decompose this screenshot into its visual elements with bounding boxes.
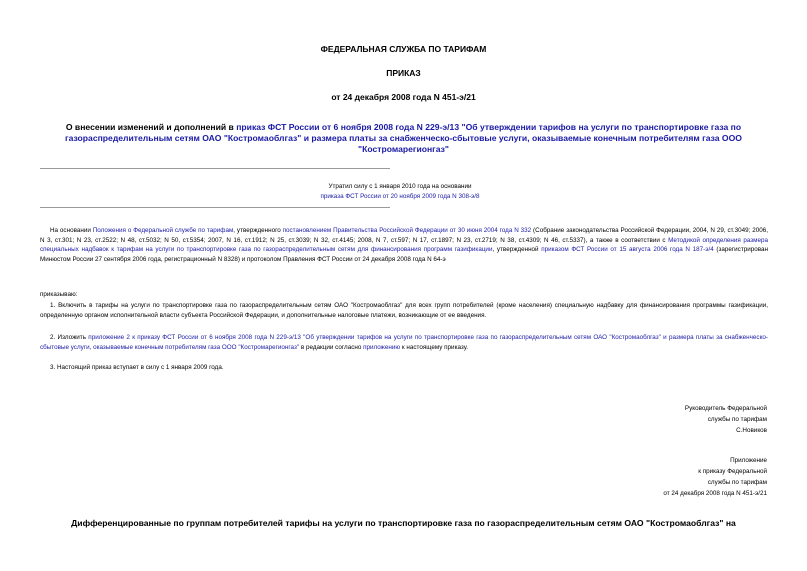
document-title [40,122,767,155]
regulation-link[interactable]: Положения о Федеральной службе по тарифам [92,227,234,234]
signature-name: С.Новиков [736,427,767,434]
order-word: приказываю: [40,291,78,298]
appendix-2-link[interactable]: приложение 2 к приказу ФСТ России от 6 ноября 2008 года N 229-э/13 "Об утверждении тарифов на услуги по транспортировке газа по газораспределительным сетям ОАО "Костромаоблгаз" и размера платы за снабженческо-сбытовые услуги, оказываемые конечным потребителям газа ООО "Костромарегионгаз" [40,334,768,351]
resolution-link[interactable]: постановлением Правительства Российской Федерации от 30 июня 2004 года N 332 [282,227,532,234]
title-prefix: О внесении изменений и дополнений в [65,122,237,132]
signature-line-1: Руководитель Федеральной [684,405,767,412]
item-2-text-3: к настоящему приказу. [400,343,468,351]
appendix-block [663,455,767,499]
appendix-line-2: к приказу Федеральной [698,468,767,475]
preamble-text-4: , утвержденной [492,246,542,254]
appendix-line-4: от 24 декабря 2008 года N 451-э/21 [663,490,767,497]
preamble-text-2: , утвержденного [233,227,283,234]
preamble-text-5: (зарегистрирован Минюстом России 27 сентября 2006 года, регистрационный N 8328) и протоколом Правления ФСТ России от 24 декабря 2008 года N 64-э [40,246,768,263]
signature-line-2: службы по тарифам [707,416,767,423]
item-2 [40,333,768,352]
order-187-link[interactable]: приказом ФСТ России от 15 августа 2006 года N 187-э/4 [541,246,714,254]
item-2-text-2: в редакции согласно [299,343,364,351]
item-1: 1. Включить в тарифы на услуги по транспортировке газа по газораспределительным сетям ОАО "Костромаоблгаз" для всех групп потребителей (кроме населения) специальную надбавку для финансирования программы газификации, определенную органом исполнительной власти субъекта Российской Федерации, и дополнительные налоговые платежи, возникающие от ее введения. [40,302,768,319]
repeal-note [200,182,600,202]
item-2-text-1: 2. Изложить [50,334,89,341]
repeal-link[interactable]: приказа ФСТ России от 20 ноября 2009 года N 308-э/8 [320,193,480,200]
preamble-paragraph [40,226,768,264]
tariff-table-title: Дифференцированные по группам потребителей тарифы на услуги по транспортировке газа по газораспределительным сетям ОАО "Костромаоблгаз" на [71,518,736,528]
preamble-text-3: (Собрание законодательства Российской Федерации, 2004, N 29, ст.3049; 2006, N 3, ст.301; N 23, ст.2522; N 48, ст.5032; N 50, ст.5354; 2007, N 16, ст.1912; N 25, ст.3039; N 32, ст.4145; 2008, N 7, ст.597; N 17, ст.1897; N 23, ст.2719; N 38, ст.4309; N 46, ст.5337), а также в соответствии с [40,227,768,244]
signature-block [685,403,767,436]
separator-bottom [40,207,390,208]
methodology-link[interactable]: Методикой определения размера специальных надбавок к тарифам на услуги по транспортировке газа по газораспределительным сетям для финансирования программ газификации [40,236,768,254]
appendix-line-3: службы по тарифам [707,479,767,486]
repeal-text: Утратил силу с 1 января 2010 года на основании [328,183,472,190]
date-number-heading: от 24 декабря 2008 года N 451-э/21 [331,92,476,102]
doc-type-heading: ПРИКАЗ [386,68,421,78]
preamble-text-1: На основании [50,227,93,234]
separator-top [40,168,390,169]
title-order-link[interactable]: приказ ФСТ России от 6 ноября 2008 года N 229-э/13 "Об утверждении тарифов на услуги по транспортировке газа по газораспределительным сетям ОАО "Костромаоблгаз" и размера платы за снабженческо-сбытовые услуги, оказываемые конечным потребителям газа ООО "Костромарегионгаз" [65,122,742,154]
appendix-link[interactable]: приложению [363,343,401,351]
item-3: 3. Настоящий приказ вступает в силу с 1 января 2009 года. [50,364,224,371]
agency-heading: ФЕДЕРАЛЬНАЯ СЛУЖБА ПО ТАРИФАМ [320,44,487,54]
appendix-line-1: Приложение [730,457,767,464]
